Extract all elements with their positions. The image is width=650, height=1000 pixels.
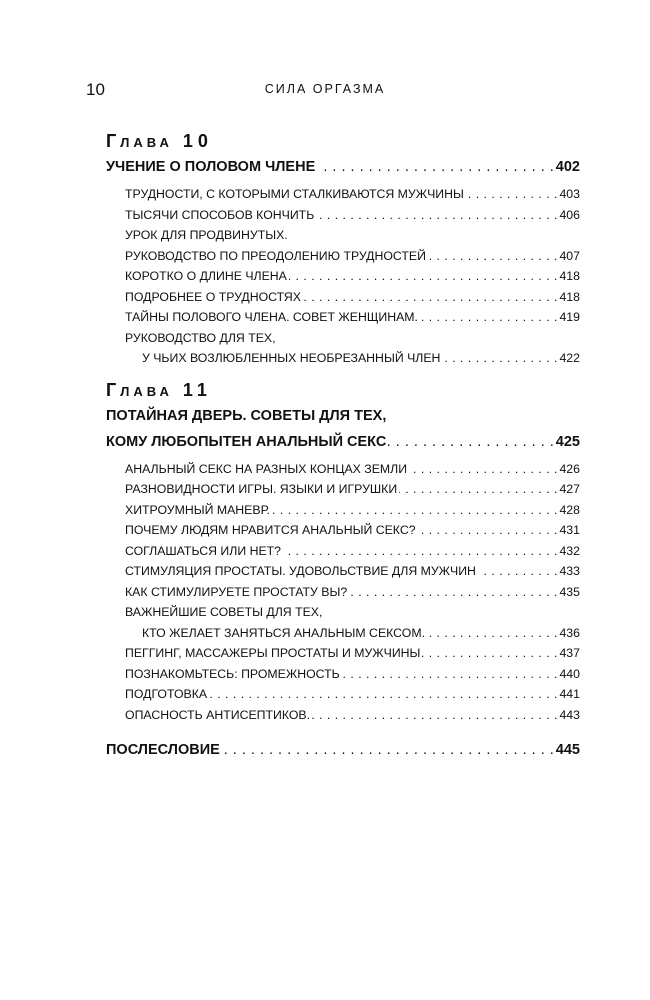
- entry-page: 422: [559, 351, 580, 365]
- toc-main-entry[interactable]: [106, 737, 580, 763]
- toc-entry[interactable]: [106, 684, 580, 705]
- chapter-number: 10: [182, 131, 213, 151]
- toc-entry[interactable]: [106, 561, 580, 582]
- entry-page: 427: [559, 482, 580, 496]
- entry-page: 436: [559, 625, 580, 640]
- running-title: СИЛА ОРГАЗМА: [264, 82, 386, 96]
- toc-entry[interactable]: [106, 705, 580, 726]
- entry-title: УРОК ДЛЯ ПРОДВИНУТЫХ.: [125, 228, 288, 242]
- entry-title: ТАЙНЫ ПОЛОВОГО ЧЛЕНА. СОВЕТ ЖЕНЩИНАМ.: [125, 310, 418, 324]
- entry-title: РУКОВОДСТВО ПО ПРЕОДОЛЕНИЮ ТРУДНОСТЕЙ: [125, 248, 426, 263]
- toc-main-entry[interactable]: [106, 154, 580, 180]
- dot-leader: [316, 205, 557, 226]
- chapter-number: 11: [182, 379, 212, 400]
- entry-title: АНАЛЬНЫЙ СЕКС НА РАЗНЫХ КОНЦАХ ЗЕМЛИ: [125, 461, 408, 476]
- dot-leader: [349, 582, 557, 603]
- page-number: 10: [86, 80, 105, 99]
- toc-entry[interactable]: [106, 664, 580, 685]
- entry-page: 419: [559, 310, 580, 324]
- entry-page: 428: [559, 502, 580, 517]
- toc-main-entry[interactable]: [106, 429, 580, 455]
- entry-title: ОПАСНОСТЬ АНТИСЕПТИКОВ.: [125, 707, 311, 722]
- chapter-label: Глава: [106, 131, 173, 151]
- dot-leader: [409, 459, 557, 480]
- dot-leader: [283, 541, 557, 562]
- dot-leader: [442, 348, 557, 369]
- entry-page: 440: [559, 666, 580, 681]
- entry-title: ПОДРОБНЕЕ О ТРУДНОСТЯХ: [125, 289, 301, 304]
- entry-title: СОГЛАШАТЬСЯ ИЛИ НЕТ?: [125, 543, 282, 558]
- dot-leader: [272, 500, 558, 521]
- toc-entry[interactable]: [106, 205, 580, 226]
- toc-entry[interactable]: [106, 287, 580, 308]
- toc-entry[interactable]: [106, 184, 580, 205]
- chapter-label: Глава: [106, 379, 173, 400]
- dot-leader: [422, 643, 557, 664]
- entry-page: 406: [559, 207, 580, 222]
- toc-entry[interactable]: [106, 500, 580, 521]
- toc-entry[interactable]: [106, 266, 580, 287]
- entry-title: ТРУДНОСТИ, С КОТОРЫМИ СТАЛКИВАЮТСЯ МУЖЧИНЫ: [125, 187, 464, 201]
- toc-entry[interactable]: [106, 459, 580, 480]
- entry-page: 441: [559, 687, 580, 701]
- dot-leader: [342, 664, 558, 685]
- entry-page: 431: [559, 523, 580, 537]
- dot-leader: [466, 184, 558, 205]
- entry-title: У ЧЬИХ ВОЗЛЮБЛЕННЫХ НЕОБРЕЗАННЫЙ ЧЛЕН: [142, 351, 441, 365]
- toc-entry[interactable]: [106, 348, 580, 369]
- entry-title: ПЕГГИНГ, МАССАЖЕРЫ ПРОСТАТЫ И МУЖЧИНЫ: [125, 646, 421, 660]
- chapter-heading: [106, 377, 580, 403]
- toc-entry[interactable]: [106, 246, 580, 267]
- dot-leader: [317, 154, 554, 180]
- entry-page: 433: [559, 564, 580, 578]
- entry-page: 407: [559, 248, 580, 263]
- entry-page: 403: [559, 187, 580, 201]
- entry-title: ПОДГОТОВКА: [125, 687, 208, 701]
- entry-page: 443: [559, 707, 580, 722]
- entry-title: ПОТАЙНАЯ ДВЕРЬ. СОВЕТЫ ДЛЯ ТЕХ,: [106, 407, 387, 424]
- dot-leader: [222, 737, 554, 763]
- entry-page: 418: [559, 269, 580, 283]
- entry-title: ХИТРОУМНЫЙ МАНЕВР.: [125, 502, 270, 517]
- toc-entry[interactable]: [106, 520, 580, 541]
- toc-entry[interactable]: [106, 643, 580, 664]
- spacer: [106, 725, 580, 737]
- entry-title: ПОСЛЕСЛОВИЕ: [106, 742, 220, 758]
- entry-title: РУКОВОДСТВО ДЛЯ ТЕХ,: [125, 330, 276, 345]
- dot-leader: [427, 623, 557, 644]
- entry-page: 445: [555, 742, 580, 758]
- toc-entry[interactable]: [106, 225, 580, 246]
- entry-page: 437: [559, 646, 580, 660]
- entry-title: КТО ЖЕЛАЕТ ЗАНЯТЬСЯ АНАЛЬНЫМ СЕКСОМ.: [142, 625, 426, 640]
- toc-entry[interactable]: [106, 307, 580, 328]
- dot-leader: [209, 684, 557, 705]
- entry-title: ВАЖНЕЙШИЕ СОВЕТЫ ДЛЯ ТЕХ,: [125, 605, 323, 619]
- dot-leader: [478, 561, 558, 582]
- toc-entry[interactable]: [106, 479, 580, 500]
- dot-leader: [388, 429, 553, 455]
- dot-leader: [428, 246, 558, 267]
- chapter-heading: [106, 128, 580, 154]
- table-of-contents: [106, 128, 580, 763]
- entry-title: КОРОТКО О ДЛИНЕ ЧЛЕНА: [125, 269, 287, 283]
- entry-title: КАК СТИМУЛИРУЕТЕ ПРОСТАТУ ВЫ?: [125, 584, 348, 599]
- toc-entry[interactable]: [106, 328, 580, 349]
- dot-leader: [399, 479, 557, 500]
- entry-title: ПОЧЕМУ ЛЮДЯМ НРАВИТСЯ АНАЛЬНЫЙ СЕКС?: [125, 523, 416, 537]
- entry-title: УЧЕНИЕ О ПОЛОВОМ ЧЛЕНЕ: [106, 159, 316, 175]
- dot-leader: [312, 705, 557, 726]
- toc-entry[interactable]: [106, 602, 580, 623]
- entry-title: ТЫСЯЧИ СПОСОБОВ КОНЧИТЬ: [125, 207, 315, 222]
- entry-page: 426: [559, 461, 580, 476]
- entry-page: 418: [559, 289, 580, 304]
- entry-title: ПОЗНАКОМЬТЕСЬ: ПРОМЕЖНОСТЬ: [125, 666, 340, 681]
- entry-page: 425: [555, 433, 580, 450]
- toc-entry[interactable]: [106, 623, 580, 644]
- entry-page: 435: [559, 584, 580, 599]
- toc-entry[interactable]: [106, 582, 580, 603]
- entry-title: КОМУ ЛЮБОПЫТЕН АНАЛЬНЫЙ СЕКС: [106, 433, 387, 450]
- entry-title: СТИМУЛЯЦИЯ ПРОСТАТЫ. УДОВОЛЬСТВИЕ ДЛЯ МУЖЧИН: [125, 564, 476, 578]
- dot-leader: [420, 307, 557, 328]
- dot-leader: [418, 520, 558, 541]
- entry-page: 432: [559, 543, 580, 558]
- dot-leader: [303, 287, 557, 308]
- dot-leader: [289, 266, 558, 287]
- toc-main-entry[interactable]: [106, 403, 580, 429]
- entry-title: РАЗНОВИДНОСТИ ИГРЫ. ЯЗЫКИ И ИГРУШКИ: [125, 482, 398, 496]
- entry-page: 402: [555, 159, 580, 175]
- spacer: [106, 369, 580, 377]
- toc-entry[interactable]: [106, 541, 580, 562]
